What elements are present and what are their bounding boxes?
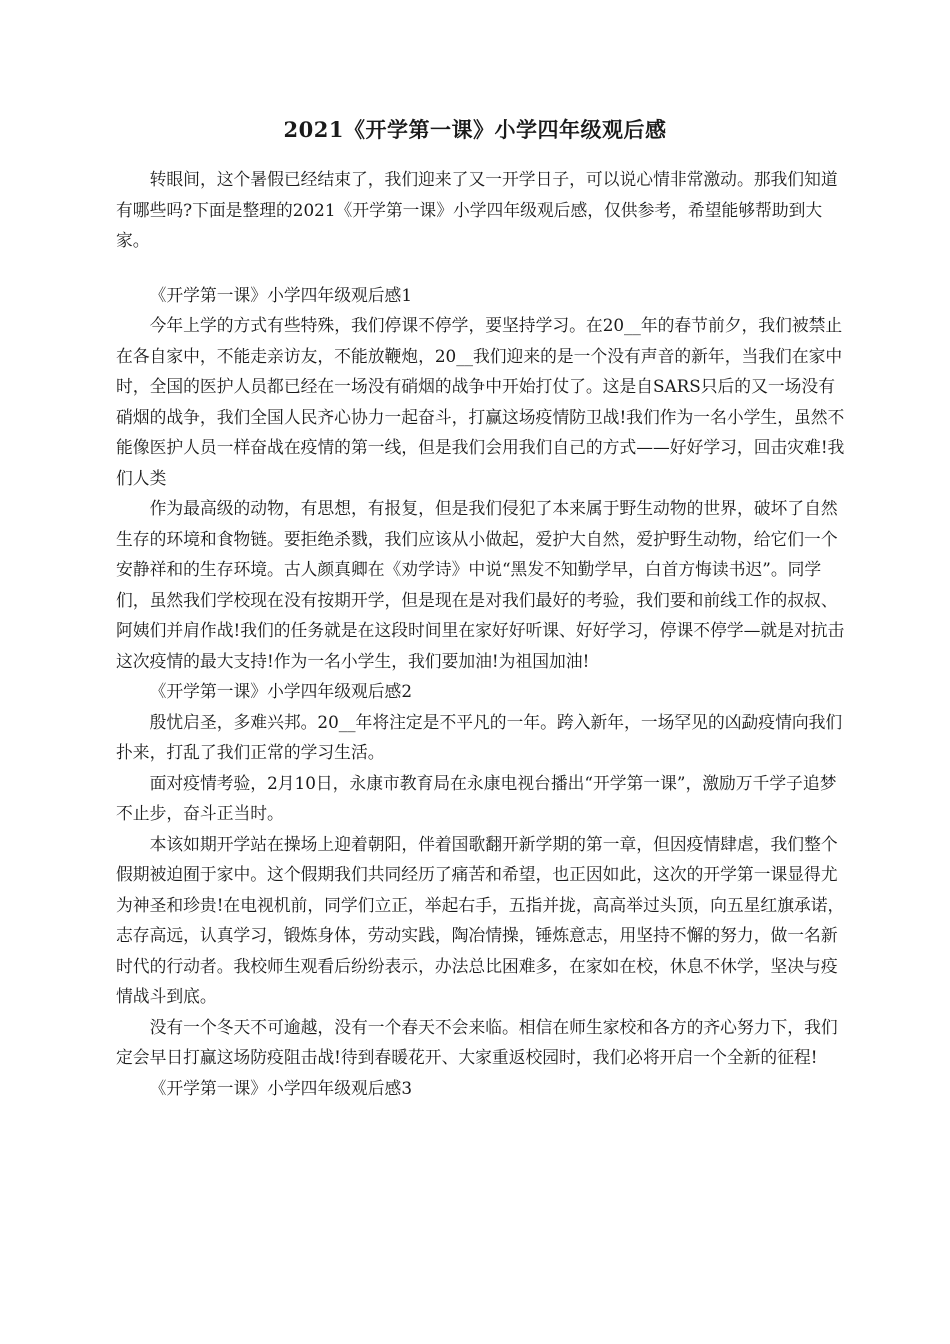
section-2-paragraph-1: 殷忧启圣，多难兴邦。20__年将注定是不平凡的一年。跨入新年，一场罕见的凶勐疫情向我们扑来，打乱了我们正常的学习生活。 xyxy=(116,711,843,762)
document-title: 2021《开学第一课》小学四年级观后感 xyxy=(283,117,667,142)
paragraph-gap xyxy=(116,256,846,280)
section-1-paragraph-1: 今年上学的方式有些特殊，我们停课不停学，要坚持学习。在20__年的春节前夕，我们被禁止在各自家中，不能走亲访友，不能放鞭炮，20__我们迎来的是一个没有声音的新年，当我们在家中时，全国的医护人员都已经在一场没有硝烟的战争中开始打仗了。这是自SARS只后的又一场没有硝烟的战争，我们全国人民齐心协力一起奋斗，打赢这场疫情防卫战!我们作为一名小学生，虽然不能像医护人员一样奋战在疫情的第一线，但是我们会用我们自己的方式——好好学习，回击灾难!我们人类 xyxy=(116,315,845,488)
section-3-heading: 《开学第一课》小学四年级观后感3 xyxy=(149,1077,412,1098)
document-body xyxy=(116,164,846,1103)
section-2-paragraph-4: 没有一个冬天不可逾越，没有一个春天不会来临。相信在师生家校和各方的齐心努力下，我们定会早日打赢这场防疫阻击战!待到春暖花开、大家重返校园时，我们必将开启一个全新的征程! xyxy=(116,1016,838,1067)
intro-paragraph: 转眼间，这个暑假已经结束了，我们迎来了又一开学日子，可以说心情非常激动。那我们知道有哪些吗?下面是整理的2021《开学第一课》小学四年级观后感，仅供参考，希望能够帮助到大家。 xyxy=(116,169,838,250)
section-1-paragraph-2: 作为最高级的动物，有思想，有报复，但是我们侵犯了本来属于野生动物的世界，破坏了自然生存的环境和食物链。要拒绝杀戮，我们应该从小做起，爱护大自然，爱护野生动物，给它们一个安静祥和的生存环境。古人颜真卿在《劝学诗》中说“黑发不知勤学早，白首方悔读书迟”。同学们，虽然我们学校现在没有按期开学，但是现在是对我们最好的考验，我们要和前线工作的叔叔、阿姨们并肩作战!我们的任务就是在这段时间里在家好好听课、好好学习，停课不停学—就是对抗击这次疫情的最大支持!作为一名小学生，我们要加油!为祖国加油! xyxy=(116,498,845,671)
section-2-paragraph-2: 面对疫情考验，2月10日，永康市教育局在永康电视台播出“开学第一课”，激励万千学子追梦不止步，奋斗正当时。 xyxy=(116,772,837,823)
section-2-paragraph-3: 本该如期开学站在操场上迎着朝阳，伴着国歌翻开新学期的第一章，但因疫情肆虐，我们整个假期被迫囿于家中。这个假期我们共同经历了痛苦和希望，也正因如此，这次的开学第一课显得尤为神圣和珍贵!在电视机前，同学们立正，举起右手，五指并拢，高高举过头顶，向五星红旗承诺，志存高远，认真学习，锻炼身体，劳动实践，陶冶情操，锤炼意志，用坚持不懈的努力，做一名新时代的行动者。我校师生观看后纷纷表示，办法总比困难多，在家如在校，休息不休学，坚决与疫情战斗到底。 xyxy=(116,833,845,1006)
section-2-heading: 《开学第一课》小学四年级观后感2 xyxy=(149,681,412,701)
section-1-heading: 《开学第一课》小学四年级观后感1 xyxy=(149,284,412,305)
